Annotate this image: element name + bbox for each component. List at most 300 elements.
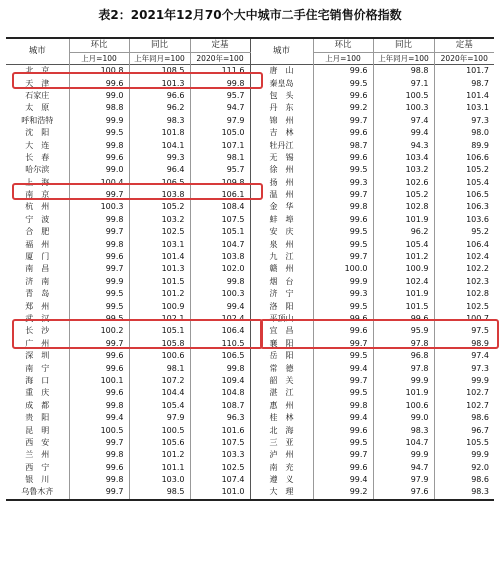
left-yoy-cell: 106.5 [129, 177, 190, 189]
right-base-cell: 97.3 [434, 362, 494, 374]
left-base-cell: 99.8 [190, 276, 250, 288]
right-mom-cell: 99.5 [313, 350, 373, 362]
right-city-cell: 济 宁 [250, 288, 313, 300]
table-row [6, 90, 494, 102]
left-yoy-cell: 105.1 [129, 325, 190, 337]
right-mom-cell: 99.4 [313, 362, 373, 374]
left-city-cell: 重 庆 [25, 388, 50, 398]
table-row [6, 177, 494, 189]
left-base-cell: 107.5 [190, 437, 250, 449]
right-city-cell: 襄 阳 [250, 338, 313, 350]
left-yoy-cell: 98.1 [129, 362, 190, 374]
right-mom-cell: 99.3 [313, 288, 373, 300]
left-yoy-cell: 101.3 [129, 263, 190, 275]
left-city-cell: 福 州 [25, 239, 50, 249]
left-yoy-cell: 101.5 [129, 276, 190, 288]
right-city-cell: 泸 州 [250, 449, 313, 461]
right-city-cell: 包 头 [250, 90, 313, 102]
right-yoy-cell: 105.4 [373, 238, 434, 250]
left-city-cell: 济 南 [25, 276, 50, 286]
right-yoy-cell: 100.6 [373, 400, 434, 412]
left-mom-cell: 99.6 [69, 362, 129, 374]
left-mom-cell: 99.7 [69, 486, 129, 499]
left-mom-cell: 99.7 [69, 338, 129, 350]
header-base-right: 定基 [434, 38, 494, 53]
left-yoy-cell: 99.3 [129, 152, 190, 164]
left-city-cell: 南 昌 [25, 264, 50, 274]
table-row [6, 164, 494, 176]
left-base-cell: 106.5 [190, 350, 250, 362]
left-mom-cell: 99.6 [69, 77, 129, 89]
left-yoy-cell: 100.9 [129, 300, 190, 312]
left-yoy-cell: 96.6 [129, 90, 190, 102]
table-row [6, 300, 494, 312]
left-mom-cell: 99.5 [69, 288, 129, 300]
table-row [6, 226, 494, 238]
table-row [6, 77, 494, 89]
left-city-cell: 长 春 [25, 152, 50, 162]
left-city-cell: 南 宁 [25, 363, 50, 373]
header-city-right: 城市 [250, 38, 313, 65]
right-yoy-cell: 101.9 [373, 214, 434, 226]
right-yoy-cell: 98.3 [373, 424, 434, 436]
table-row [6, 350, 494, 362]
right-mom-cell: 99.5 [313, 300, 373, 312]
right-mom-cell: 99.6 [313, 325, 373, 337]
left-yoy-cell: 100.5 [129, 424, 190, 436]
left-city-cell: 上 海 [25, 177, 50, 187]
left-city-cell: 沈 阳 [25, 128, 50, 138]
right-base-cell: 99.9 [434, 449, 494, 461]
right-city-cell: 惠 州 [250, 400, 313, 412]
right-base-cell: 98.6 [434, 412, 494, 424]
left-city-cell: 广 州 [25, 338, 50, 348]
table-row [6, 189, 494, 201]
right-mom-cell: 99.8 [313, 400, 373, 412]
left-city-cell: 天 津 [25, 78, 50, 88]
right-base-cell: 97.3 [434, 115, 494, 127]
header-yoy-right: 同比 [373, 38, 434, 53]
table-row [6, 251, 494, 263]
right-base-cell: 97.5 [434, 325, 494, 337]
left-city-cell: 兰 州 [25, 450, 50, 460]
right-mom-cell: 99.7 [313, 375, 373, 387]
left-yoy-cell: 101.1 [129, 462, 190, 474]
right-base-cell: 98.3 [434, 486, 494, 499]
right-mom-cell: 99.2 [313, 102, 373, 114]
right-base-cell: 98.9 [434, 338, 494, 350]
left-yoy-cell: 103.1 [129, 238, 190, 250]
right-city-cell: 赣 州 [250, 263, 313, 275]
left-mom-cell: 100.5 [69, 424, 129, 436]
left-mom-cell: 99.5 [69, 127, 129, 139]
right-mom-cell: 99.9 [313, 276, 373, 288]
right-base-cell: 103.6 [434, 214, 494, 226]
left-yoy-cell: 104.4 [129, 387, 190, 399]
right-yoy-cell: 97.8 [373, 362, 434, 374]
right-yoy-cell: 101.2 [373, 251, 434, 263]
table-row [6, 139, 494, 151]
right-city-cell: 大 理 [250, 486, 313, 499]
left-base-cell: 100.3 [190, 288, 250, 300]
table-row [6, 412, 494, 424]
right-mom-cell: 99.6 [313, 214, 373, 226]
left-mom-cell: 99.8 [69, 139, 129, 151]
right-city-cell: 丹 东 [250, 102, 313, 114]
right-yoy-cell: 100.3 [373, 102, 434, 114]
left-base-cell: 104.8 [190, 387, 250, 399]
left-base-cell: 95.7 [190, 164, 250, 176]
table-row [6, 263, 494, 275]
left-base-cell: 101.6 [190, 424, 250, 436]
right-mom-cell: 99.5 [313, 437, 373, 449]
table-row [6, 325, 494, 337]
right-base-cell: 106.6 [434, 152, 494, 164]
right-mom-cell: 98.7 [313, 139, 373, 151]
right-city-cell: 岳 阳 [250, 350, 313, 362]
table-row [6, 449, 494, 461]
left-mom-cell: 99.6 [69, 350, 129, 362]
left-city-cell: 西 宁 [25, 462, 50, 472]
left-yoy-cell: 105.2 [129, 201, 190, 213]
right-mom-cell: 99.6 [313, 313, 373, 325]
left-yoy-cell: 100.6 [129, 350, 190, 362]
left-yoy-cell: 105.6 [129, 437, 190, 449]
left-mom-cell: 100.1 [69, 375, 129, 387]
header-base-left: 定基 [190, 38, 250, 53]
right-mom-cell: 99.6 [313, 127, 373, 139]
right-base-cell: 96.7 [434, 424, 494, 436]
left-base-cell: 108.7 [190, 400, 250, 412]
right-city-cell: 烟 台 [250, 276, 313, 288]
right-yoy-cell: 94.7 [373, 462, 434, 474]
right-city-cell: 平顶山 [250, 313, 313, 325]
right-base-cell: 95.2 [434, 226, 494, 238]
right-city-cell: 桂 林 [250, 412, 313, 424]
left-yoy-cell: 96.4 [129, 164, 190, 176]
right-yoy-cell: 95.9 [373, 325, 434, 337]
left-city-cell: 乌鲁木齐 [21, 487, 54, 497]
left-yoy-cell: 105.8 [129, 338, 190, 350]
left-base-cell: 110.5 [190, 338, 250, 350]
right-base-cell: 98.6 [434, 474, 494, 486]
right-mom-cell: 100.0 [313, 263, 373, 275]
left-city-cell: 合 肥 [25, 227, 50, 237]
right-yoy-cell: 103.2 [373, 164, 434, 176]
right-yoy-cell: 97.4 [373, 115, 434, 127]
left-base-cell: 108.4 [190, 201, 250, 213]
right-city-cell: 北 海 [250, 424, 313, 436]
left-mom-cell: 99.6 [69, 251, 129, 263]
right-mom-cell: 99.6 [313, 152, 373, 164]
left-base-cell: 111.6 [190, 65, 250, 78]
right-base-cell: 102.3 [434, 276, 494, 288]
right-yoy-cell: 96.2 [373, 226, 434, 238]
header-mom-sub-left: 上月=100 [69, 53, 129, 65]
left-base-cell: 107.4 [190, 474, 250, 486]
right-yoy-cell: 100.9 [373, 263, 434, 275]
right-mom-cell: 99.5 [313, 77, 373, 89]
right-mom-cell: 99.6 [313, 90, 373, 102]
left-city-cell: 石家庄 [25, 90, 50, 100]
right-base-cell: 101.4 [434, 90, 494, 102]
right-base-cell: 106.3 [434, 201, 494, 213]
left-city-cell: 杭 州 [25, 202, 50, 212]
right-city-cell: 秦皇岛 [250, 77, 313, 89]
left-base-cell: 109.4 [190, 375, 250, 387]
header-mom-left: 环比 [69, 38, 129, 53]
right-mom-cell: 99.4 [313, 474, 373, 486]
table-body [6, 65, 494, 500]
right-city-cell: 宜 昌 [250, 325, 313, 337]
left-city-cell: 青 岛 [25, 289, 50, 299]
right-base-cell: 106.5 [434, 189, 494, 201]
left-yoy-cell: 98.3 [129, 115, 190, 127]
right-city-cell: 泉 州 [250, 238, 313, 250]
left-base-cell: 106.1 [190, 189, 250, 201]
left-yoy-cell: 105.4 [129, 400, 190, 412]
left-mom-cell: 100.4 [69, 177, 129, 189]
left-city-cell: 西 安 [25, 437, 50, 447]
header-yoy-sub-left: 上年同月=100 [129, 53, 190, 65]
right-yoy-cell: 98.8 [373, 65, 434, 78]
price-index-table [6, 37, 494, 501]
right-city-cell: 唐 山 [250, 65, 313, 78]
right-city-cell: 吉 林 [250, 127, 313, 139]
left-yoy-cell: 101.4 [129, 251, 190, 263]
left-mom-cell: 99.0 [69, 90, 129, 102]
left-yoy-cell: 101.3 [129, 77, 190, 89]
right-yoy-cell: 99.6 [373, 313, 434, 325]
right-base-cell: 99.9 [434, 375, 494, 387]
left-city-cell: 南 京 [25, 190, 50, 200]
right-city-cell: 三 亚 [250, 437, 313, 449]
table-row [6, 201, 494, 213]
left-city-cell: 宁 波 [25, 214, 50, 224]
left-city-cell: 长 沙 [25, 326, 50, 336]
left-mom-cell: 100.8 [69, 65, 129, 78]
right-yoy-cell: 99.9 [373, 375, 434, 387]
left-base-cell: 97.9 [190, 115, 250, 127]
left-base-cell: 105.1 [190, 226, 250, 238]
table-row [6, 338, 494, 350]
right-yoy-cell: 102.8 [373, 201, 434, 213]
right-city-cell: 蚌 埠 [250, 214, 313, 226]
right-city-cell: 遵 义 [250, 474, 313, 486]
left-yoy-cell: 107.2 [129, 375, 190, 387]
right-base-cell: 97.4 [434, 350, 494, 362]
left-base-cell: 99.4 [190, 300, 250, 312]
right-base-cell: 92.0 [434, 462, 494, 474]
table-row [6, 424, 494, 436]
left-mom-cell: 99.7 [69, 189, 129, 201]
left-base-cell: 98.1 [190, 152, 250, 164]
right-mom-cell: 99.7 [313, 449, 373, 461]
table-row [6, 362, 494, 374]
left-yoy-cell: 96.2 [129, 102, 190, 114]
left-mom-cell: 99.7 [69, 437, 129, 449]
table-title: 表2：2021年12月70个大中城市二手住宅销售价格指数 [98, 8, 402, 22]
left-yoy-cell: 101.2 [129, 449, 190, 461]
right-yoy-cell: 94.3 [373, 139, 434, 151]
left-city-cell: 大 连 [25, 140, 50, 150]
left-city-cell: 昆 明 [25, 425, 50, 435]
left-city-cell: 银 川 [25, 475, 50, 485]
right-mom-cell: 99.8 [313, 201, 373, 213]
left-mom-cell: 99.8 [69, 474, 129, 486]
left-mom-cell: 99.6 [69, 152, 129, 164]
right-yoy-cell: 102.6 [373, 177, 434, 189]
right-yoy-cell: 99.0 [373, 412, 434, 424]
table-row [6, 152, 494, 164]
right-yoy-cell: 101.9 [373, 387, 434, 399]
right-mom-cell: 99.6 [313, 462, 373, 474]
table-row [6, 387, 494, 399]
left-yoy-cell: 103.8 [129, 189, 190, 201]
right-yoy-cell: 102.4 [373, 276, 434, 288]
right-yoy-cell: 97.8 [373, 338, 434, 350]
left-yoy-cell: 97.9 [129, 412, 190, 424]
right-mom-cell: 99.2 [313, 486, 373, 499]
left-base-cell: 95.7 [190, 90, 250, 102]
right-city-cell: 南 充 [250, 462, 313, 474]
left-base-cell: 107.5 [190, 214, 250, 226]
right-yoy-cell: 101.9 [373, 288, 434, 300]
left-base-cell: 102.4 [190, 313, 250, 325]
table-row [6, 102, 494, 114]
right-yoy-cell: 97.9 [373, 474, 434, 486]
left-base-cell: 109.8 [190, 177, 250, 189]
right-city-cell: 洛 阳 [250, 300, 313, 312]
left-yoy-cell: 101.2 [129, 288, 190, 300]
right-city-cell: 安 庆 [250, 226, 313, 238]
right-base-cell: 98.7 [434, 77, 494, 89]
right-base-cell: 98.0 [434, 127, 494, 139]
right-city-cell: 无 锡 [250, 152, 313, 164]
right-yoy-cell: 100.5 [373, 90, 434, 102]
table-row [6, 276, 494, 288]
left-yoy-cell: 108.5 [129, 65, 190, 78]
header-mom-sub-right: 上月=100 [313, 53, 373, 65]
left-base-cell: 106.4 [190, 325, 250, 337]
table-row [6, 375, 494, 387]
left-mom-cell: 99.8 [69, 449, 129, 461]
right-city-cell: 韶 关 [250, 375, 313, 387]
right-base-cell: 102.4 [434, 251, 494, 263]
right-city-cell: 九 江 [250, 251, 313, 263]
table-row [6, 127, 494, 139]
left-base-cell: 102.5 [190, 462, 250, 474]
right-mom-cell: 99.5 [313, 387, 373, 399]
right-base-cell: 106.4 [434, 238, 494, 250]
header-yoy-left: 同比 [129, 38, 190, 53]
right-city-cell: 徐 州 [250, 164, 313, 176]
left-city-cell: 哈尔滨 [25, 165, 50, 175]
left-base-cell: 103.3 [190, 449, 250, 461]
right-mom-cell: 99.6 [313, 424, 373, 436]
header-mom-right: 环比 [313, 38, 373, 53]
right-base-cell: 105.2 [434, 164, 494, 176]
left-yoy-cell: 101.8 [129, 127, 190, 139]
left-base-cell: 103.8 [190, 251, 250, 263]
right-yoy-cell: 103.4 [373, 152, 434, 164]
right-city-cell: 牡丹江 [250, 139, 313, 151]
right-yoy-cell: 97.6 [373, 486, 434, 499]
table-row [6, 313, 494, 325]
left-city-cell: 武 汉 [25, 314, 50, 323]
table-row [6, 462, 494, 474]
table-row [6, 214, 494, 226]
left-mom-cell: 99.5 [69, 313, 129, 325]
left-mom-cell: 99.5 [69, 300, 129, 312]
table-row [6, 474, 494, 486]
left-city-cell: 贵 阳 [25, 413, 50, 423]
table-row [6, 437, 494, 449]
left-city-cell: 呼和浩特 [21, 115, 54, 125]
right-base-cell: 103.1 [434, 102, 494, 114]
left-mom-cell: 99.4 [69, 412, 129, 424]
right-base-cell: 102.8 [434, 288, 494, 300]
left-yoy-cell: 103.0 [129, 474, 190, 486]
table-row [6, 400, 494, 412]
table-row [6, 65, 494, 78]
header-yoy-sub-right: 上年同月=100 [373, 53, 434, 65]
left-base-cell: 99.8 [190, 77, 250, 89]
right-mom-cell: 99.5 [313, 164, 373, 176]
right-mom-cell: 99.6 [313, 65, 373, 78]
right-city-cell: 湛 江 [250, 387, 313, 399]
left-base-cell: 94.7 [190, 102, 250, 114]
left-yoy-cell: 98.5 [129, 486, 190, 499]
left-yoy-cell: 102.5 [129, 226, 190, 238]
left-city-cell: 海 口 [25, 375, 50, 385]
left-mom-cell: 99.7 [69, 263, 129, 275]
table-row [6, 115, 494, 127]
left-yoy-cell: 104.1 [129, 139, 190, 151]
left-mom-cell: 98.8 [69, 102, 129, 114]
right-city-cell: 金 华 [250, 201, 313, 213]
left-city-cell: 北 京 [25, 66, 50, 76]
right-yoy-cell: 99.9 [373, 449, 434, 461]
right-mom-cell: 99.4 [313, 412, 373, 424]
right-city-cell: 温 州 [250, 189, 313, 201]
left-base-cell: 99.8 [190, 362, 250, 374]
left-mom-cell: 99.6 [69, 387, 129, 399]
left-yoy-cell: 103.2 [129, 214, 190, 226]
right-mom-cell: 99.5 [313, 238, 373, 250]
left-mom-cell: 99.9 [69, 115, 129, 127]
right-city-cell: 锦 州 [250, 115, 313, 127]
left-base-cell: 102.0 [190, 263, 250, 275]
left-city-cell: 厦 门 [25, 252, 50, 262]
left-mom-cell: 99.0 [69, 164, 129, 176]
right-yoy-cell: 99.4 [373, 127, 434, 139]
right-yoy-cell: 105.2 [373, 189, 434, 201]
right-yoy-cell: 101.5 [373, 300, 434, 312]
right-mom-cell: 99.3 [313, 177, 373, 189]
right-yoy-cell: 96.8 [373, 350, 434, 362]
left-base-cell: 101.0 [190, 486, 250, 499]
right-mom-cell: 99.7 [313, 338, 373, 350]
right-city-cell: 常 德 [250, 362, 313, 374]
right-mom-cell: 99.7 [313, 251, 373, 263]
left-mom-cell: 100.3 [69, 201, 129, 213]
right-base-cell: 89.9 [434, 139, 494, 151]
left-city-cell: 太 原 [25, 103, 50, 113]
left-city-cell: 成 都 [25, 400, 50, 410]
left-base-cell: 105.0 [190, 127, 250, 139]
left-mom-cell: 99.7 [69, 226, 129, 238]
